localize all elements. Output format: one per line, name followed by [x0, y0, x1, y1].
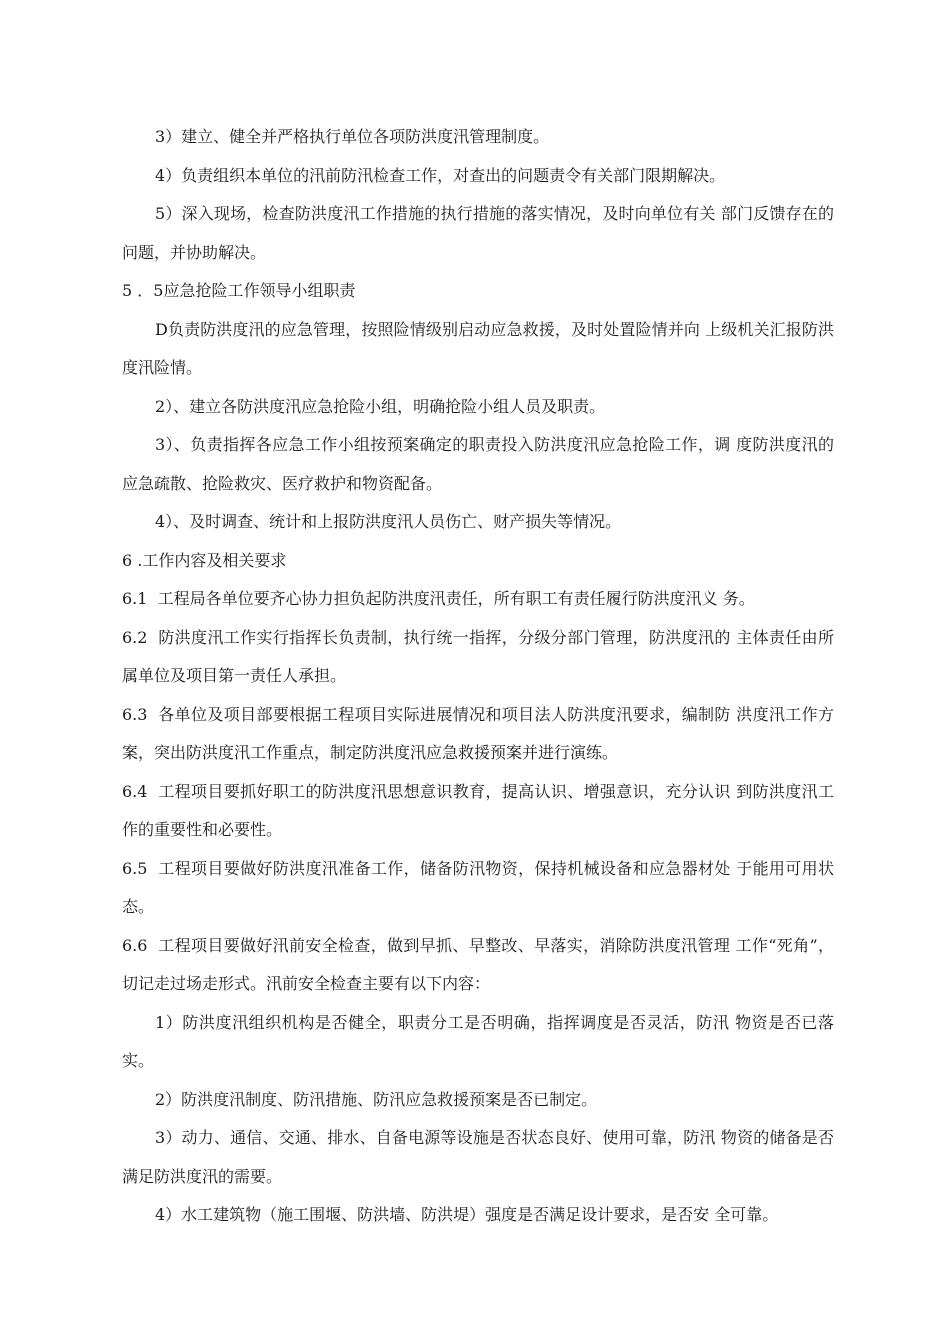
- section-heading-6: 6 .工作内容及相关要求: [122, 550, 287, 570]
- check-item-3: 3）动力、通信、交通、排水、自备电源等设施是否状态良好、使用可靠，防汛 物资的储备是否满足防洪度汛的需要。: [122, 1128, 834, 1186]
- clause-6-4: 6.4 工程项目要抓好职工的防洪度汛思想意识教育，提高认识、增强意识，充分认识 到防洪度汛工作的重要性和必要性。: [122, 781, 834, 839]
- paragraph-emergency-2: 2）、建立各防洪度汛应急抢险小组，明确抢险小组人员及职责。: [155, 396, 606, 416]
- clause-6-1: 6.1 工程局各单位要齐心协力担负起防洪度汛责任，所有职工有责任履行防洪度汛义 务。: [122, 589, 755, 608]
- check-item-4: 4）水工建筑物（施工围堰、防洪墙、防洪堤）强度是否满足设计要求，是否安 全可靠。: [155, 1205, 779, 1224]
- paragraph-emergency-3: 3）、负责指挥各应急工作小组按预案确定的职责投入防洪度汛应急抢险工作，调 度防洪度汛的应急疏散、抢险救灾、医疗救护和物资配备。: [122, 435, 834, 493]
- clause-6-6: 6.6 工程项目要做好汛前安全检查，做到早抓、早整改、早落实，消除防洪度汛管理 工作“死角”，切记走过场走形式。汛前安全检查主要有以下内容：: [122, 935, 834, 993]
- check-item-2: 2）防洪度汛制度、防汛措施、防汛应急救援预案是否已制定。: [155, 1089, 598, 1109]
- clause-6-5: 6.5 工程项目要做好防洪度汛准备工作，储备防汛物资，保持机械设备和应急器材处 于能用可用状态。: [122, 858, 834, 916]
- paragraph-duty-3: 3）建立、健全并严格执行单位各项防洪度汛管理制度。: [155, 127, 550, 146]
- check-item-1: 1）防洪度汛组织机构是否健全，职责分工是否明确，指挥调度是否灵活，防汛 物资是否已落实。: [122, 1012, 834, 1070]
- clause-6-2: 6.2 防洪度汛工作实行指挥长负责制，执行统一指挥，分级分部门管理，防洪度汛的 主体责任由所属单位及项目第一责任人承担。: [122, 627, 834, 685]
- section-heading-5-5: 5 ．5应急抢险工作领导小组职责: [122, 281, 356, 300]
- paragraph-duty-4: 4）负责组织本单位的汛前防汛检查工作，对查出的问题责令有关部门限期解决。: [155, 165, 726, 185]
- paragraph-duty-5: 5）深入现场，检查防洪度汛工作措施的执行措施的落实情况，及时向单位有关 部门反馈存在的问题，并协助解决。: [122, 204, 834, 262]
- document-body: [122, 118, 834, 1235]
- clause-6-3: 6.3 各单位及项目部要根据工程项目实际进展情况和项目法人防洪度汛要求，编制防 洪度汛工作方案，突出防洪度汛工作重点，制定防洪度汛应急救援预案并进行演练。: [122, 704, 834, 762]
- paragraph-emergency-1: D负责防洪度汛的应急管理，按照险情级别启动应急救援，及时处置险情并向 上级机关汇报防洪度汛险情。: [122, 319, 834, 377]
- paragraph-emergency-4: 4）、及时调查、统计和上报防洪度汛人员伤亡、财产损失等情况。: [155, 512, 622, 531]
